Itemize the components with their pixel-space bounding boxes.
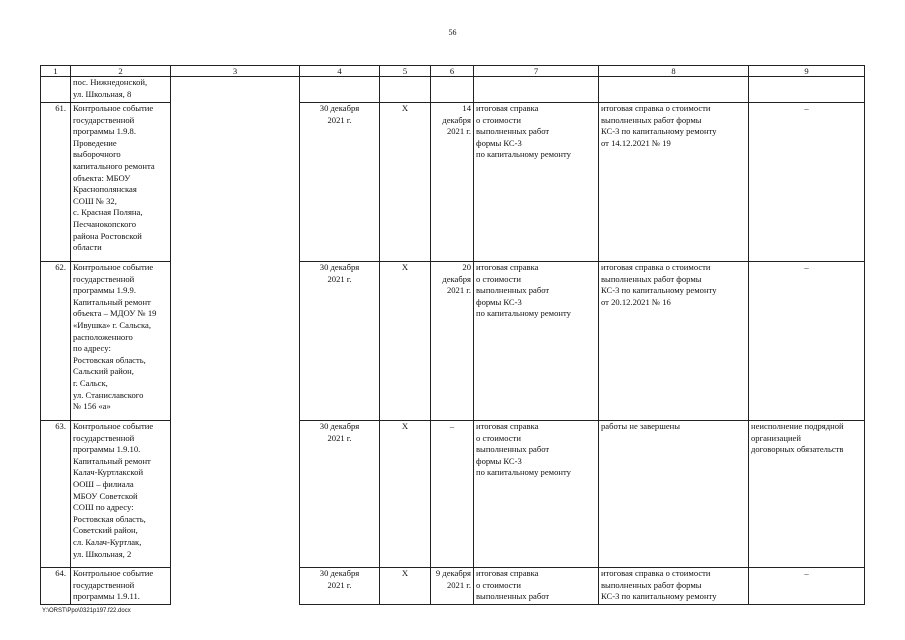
row-number: 63.	[41, 421, 71, 568]
row-number: 61.	[41, 103, 71, 262]
col5-value: Х	[380, 103, 431, 262]
header-cell: 2	[71, 66, 171, 77]
header-cell: 5	[380, 66, 431, 77]
table-row	[41, 77, 865, 103]
header-cell: 8	[599, 66, 749, 77]
actual-result: итоговая справка о стоимости выполненных работ формы КС-3 по капитальному ремонту от 20.12.2021 № 16	[599, 262, 749, 421]
note: –	[749, 568, 865, 605]
header-cell: 1	[41, 66, 71, 77]
event-description: Контрольное событие государственной программы 1.9.8. Проведение выборочного капитального ремонта объекта: МБОУ Краснополянская СОШ № 32, с. Красная Поляна, Песчанокопского района Ростовской области	[71, 103, 171, 262]
table-header-row	[41, 66, 865, 77]
actual-date: 14 декабря 2021 г.	[431, 103, 474, 262]
row-number: 62.	[41, 262, 71, 421]
table-row	[41, 421, 865, 568]
planned-date: 30 декабря 2021 г.	[300, 262, 380, 421]
actual-date: –	[431, 421, 474, 568]
col5-value: Х	[380, 421, 431, 568]
planned-date	[300, 77, 380, 103]
actual-result: итоговая справка о стоимости выполненных работ формы КС-3 по капитальному ремонту	[599, 568, 749, 605]
row-number: 64.	[41, 568, 71, 605]
header-cell: 9	[749, 66, 865, 77]
note: –	[749, 262, 865, 421]
col5-value: Х	[380, 568, 431, 605]
note	[749, 77, 865, 103]
event-description: Контрольное событие государственной программы 1.9.9. Капитальный ремонт объекта – МДОУ № 19 «Ивушка» г. Сальска, расположенного по адресу: Ростовская область, Сальский район, г. Сальск, ул. Станиславского № 156 «а»	[71, 262, 171, 421]
header-cell: 7	[474, 66, 599, 77]
responsible-cell	[171, 421, 300, 568]
responsible-cell	[171, 103, 300, 262]
header-cell: 3	[171, 66, 300, 77]
table-row	[41, 262, 865, 421]
col5-value	[380, 77, 431, 103]
responsible-cell	[171, 77, 300, 103]
note: неисполнение подрядной организацией договорных обязательств	[749, 421, 865, 568]
header-cell: 6	[431, 66, 474, 77]
header-cell: 4	[300, 66, 380, 77]
col5-value: Х	[380, 262, 431, 421]
event-description: Контрольное событие государственной программы 1.9.11.	[71, 568, 171, 605]
planned-result: итоговая справка о стоимости выполненных работ формы КС-3 по капитальному ремонту	[474, 262, 599, 421]
event-description: Контрольное событие государственной программы 1.9.10. Капитальный ремонт Калач-Куртлакской ООШ – филиала МБОУ Советской СОШ по адресу: Ростовская область, Советский район, сл. Калач-Куртлак, ул. Школьная, 2	[71, 421, 171, 568]
planned-result: итоговая справка о стоимости выполненных работ формы КС-3 по капитальному ремонту	[474, 103, 599, 262]
planned-date: 30 декабря 2021 г.	[300, 568, 380, 605]
table-row	[41, 568, 865, 605]
actual-date	[431, 77, 474, 103]
file-path-footer: Y:\ORST\Ppo\0321p197.f22.docx	[42, 608, 131, 614]
page-number: 56	[448, 28, 457, 37]
actual-result: работы не завершены	[599, 421, 749, 568]
report-table	[40, 65, 865, 605]
actual-result	[599, 77, 749, 103]
responsible-cell	[171, 262, 300, 421]
planned-date: 30 декабря 2021 г.	[300, 103, 380, 262]
planned-date: 30 декабря 2021 г.	[300, 421, 380, 568]
planned-result: итоговая справка о стоимости выполненных работ формы КС-3 по капитальному ремонту	[474, 421, 599, 568]
responsible-cell	[171, 568, 300, 605]
event-description: пос. Нижнедонской, ул. Школьная, 8	[71, 77, 171, 103]
planned-result	[474, 77, 599, 103]
actual-result: итоговая справка о стоимости выполненных работ формы КС-3 по капитальному ремонту от 14.12.2021 № 19	[599, 103, 749, 262]
row-number	[41, 77, 71, 103]
actual-date: 9 декабря 2021 г.	[431, 568, 474, 605]
note: –	[749, 103, 865, 262]
planned-result: итоговая справка о стоимости выполненных работ	[474, 568, 599, 605]
actual-date: 20 декабря 2021 г.	[431, 262, 474, 421]
table-row	[41, 103, 865, 262]
